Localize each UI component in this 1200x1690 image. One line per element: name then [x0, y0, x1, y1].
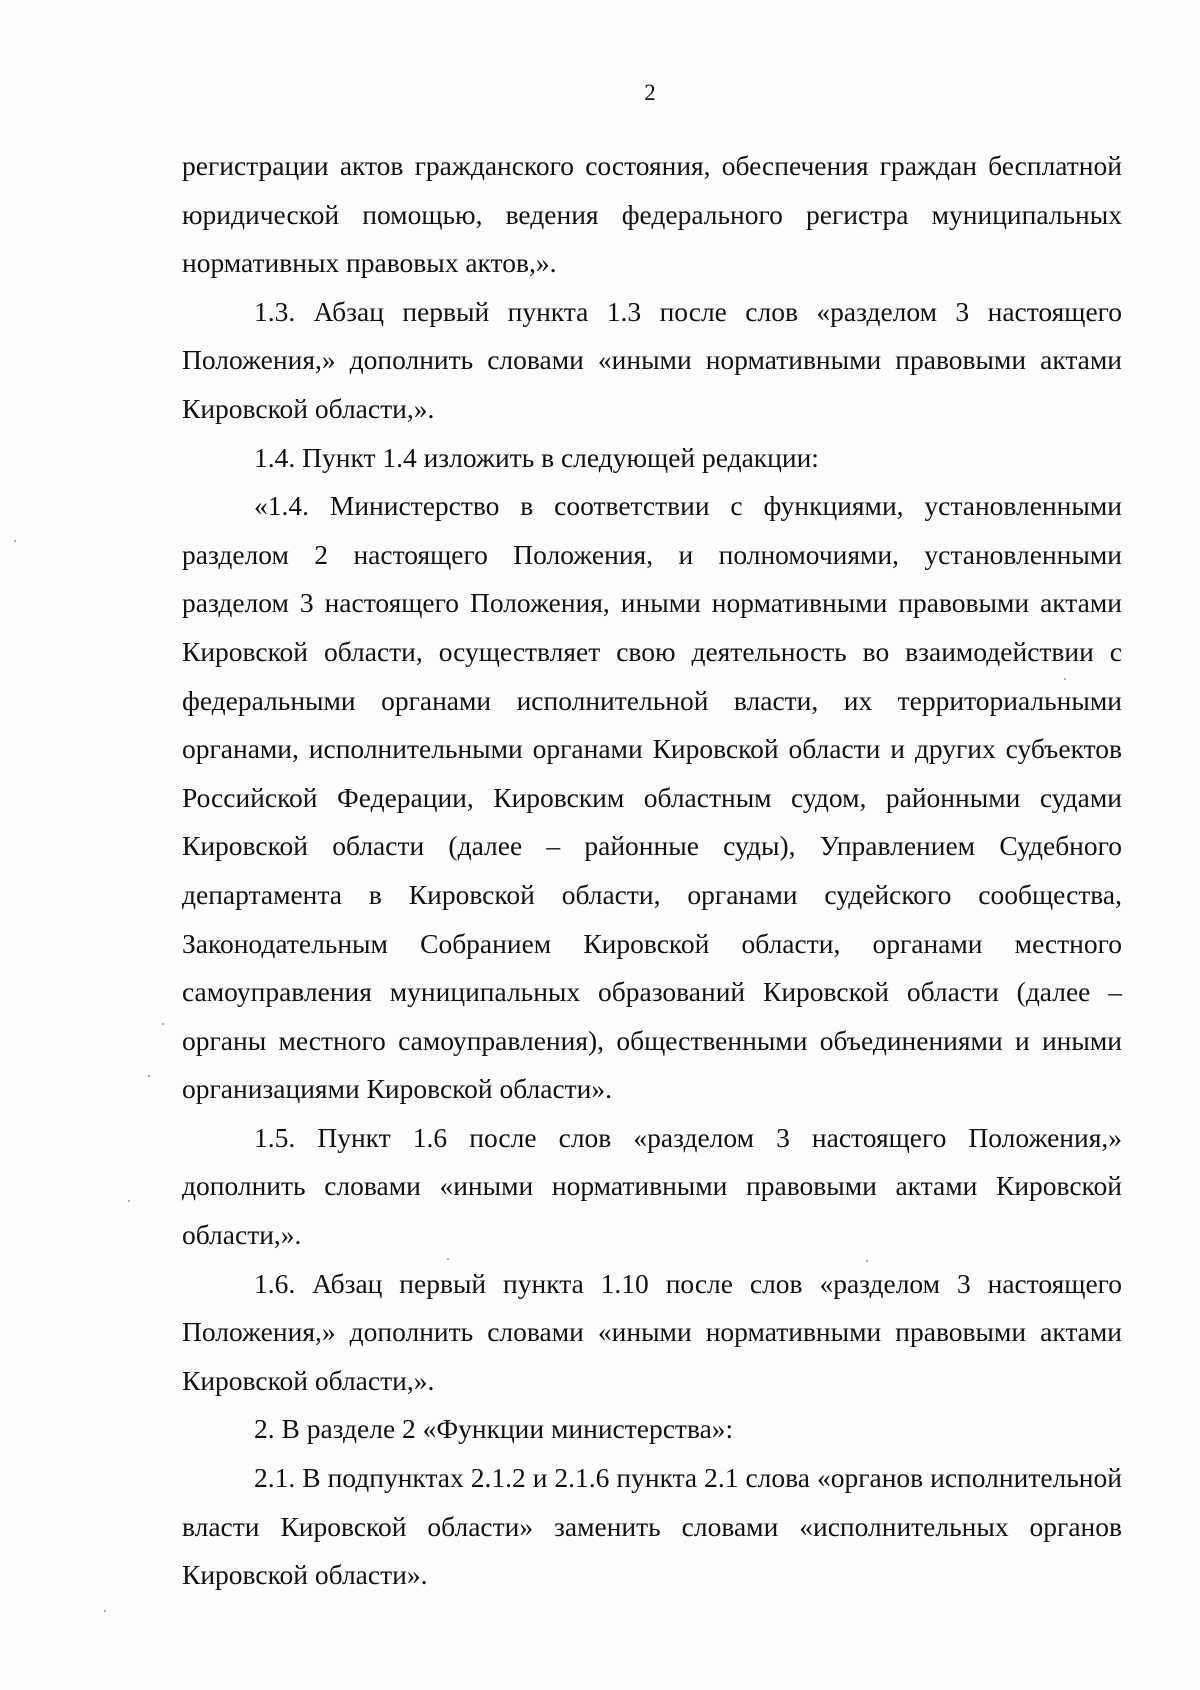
paragraph: 2. В разделе 2 «Функции министерства»:	[254, 1413, 734, 1445]
scan-speck	[1064, 678, 1066, 680]
paragraph: 2.1. В подпунктах 2.1.2 и 2.1.6 пункта 2.1 слова «органов исполнительной власти Кировской области» заменить словами «исполнительных органов Кировской области».	[182, 1462, 1122, 1591]
scan-speck	[104, 1610, 106, 1612]
paragraph: 1.3. Абзац первый пункта 1.3 после слов «разделом 3 настоящего Положения,» дополнить словами «иными нормативными правовыми актами Кировской области,».	[182, 295, 1122, 424]
scan-speck	[128, 1200, 130, 1202]
scan-speck	[162, 1023, 164, 1025]
scan-speck	[447, 1258, 449, 1260]
page-number: 2	[644, 80, 656, 105]
document-body	[182, 142, 1122, 1600]
paragraph: 1.6. Абзац первый пункта 1.10 после слов «разделом 3 настоящего Положения,» дополнить словами «иными нормативными правовыми актами Кировской области,».	[182, 1267, 1122, 1396]
scan-speck	[14, 540, 16, 542]
scan-speck	[866, 1260, 868, 1262]
paragraph: 1.5. Пункт 1.6 после слов «разделом 3 настоящего Положения,» дополнить словами «иными нормативными правовыми актами Кировской области,».	[182, 1121, 1122, 1251]
paragraph: регистрации актов гражданского состояния, обеспечения граждан бесплатной юридической помощью, ведения федерального регистра муниципальных нормативных правовых актов,».	[182, 150, 1122, 279]
paragraph: «1.4. Министерство в соответствии с функциями, установленными разделом 2 настоящего Положения, и полномочиями, установленными разделом 3 настоящего Положения, иными нормативными правовыми актами Кировской области, осуществляет свою деятельность во взаимодействии с федеральными органами исполнительной власти, их территориальными органами, исполнительными органами Кировской области и других субъектов Российской Федерации, Кировским областным судом, районными судами Кировской области (далее – районные суды), Управлением Судебного департамента в Кировской области, органами судейского сообщества, Законодательным Собранием Кировской области, органами местного самоуправления муниципальных образований Кировской области (далее – органы местного самоуправления), общественными объединениями и иными организациями Кировской области».	[182, 490, 1122, 1105]
paragraph: 1.4. Пункт 1.4 изложить в следующей редакции:	[254, 441, 819, 473]
scan-speck	[148, 1075, 150, 1077]
